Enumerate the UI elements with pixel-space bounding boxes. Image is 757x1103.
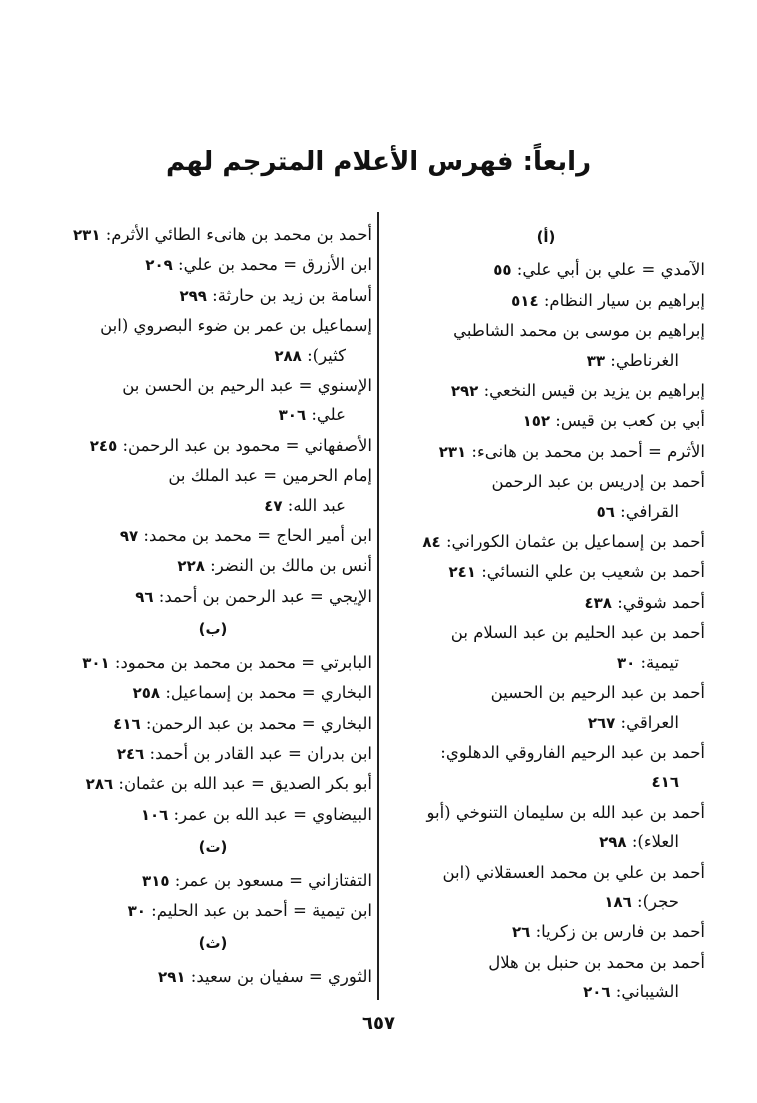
entry-page-number: ٣٠٦: [278, 406, 307, 425]
entry-page-number: ٩٦: [135, 587, 154, 606]
entry-name: إمام الحرمين = عبد الملك بن: [168, 466, 372, 486]
index-entry: [54, 648, 372, 678]
entry-name: ابن الأزرق = محمد بن علي:: [172, 255, 372, 275]
entry-name: أنس بن مالك بن النضر:: [204, 556, 372, 576]
entry-page-number: ٢٩٢: [450, 382, 479, 401]
index-entry: [387, 255, 705, 285]
entry-page-number: ٤١٦: [113, 714, 141, 733]
entry-page-number: ٣٠١: [82, 653, 110, 672]
index-entry: [387, 557, 705, 587]
index-entry: [387, 346, 705, 376]
entry-page-number: ٤٧: [264, 496, 283, 515]
entry-name: الغرناطي:: [605, 350, 679, 370]
index-entry: [387, 948, 705, 977]
entry-page-number: ٢٩١: [158, 967, 186, 986]
entry-page-number: ٢٦٧: [587, 713, 616, 732]
entry-name: الأصفهاني = محمود بن عبد الرحمن:: [117, 435, 372, 455]
index-entry: [387, 497, 705, 527]
entry-name: أحمد بن محمد بن حنبل بن هلال: [488, 952, 705, 972]
entry-page-number: ٢٨٨: [274, 346, 302, 365]
entry-name: القرافي:: [614, 501, 679, 521]
index-entry: [54, 250, 372, 280]
index-entry: [387, 738, 705, 767]
index-entry: [54, 769, 372, 799]
entry-name: أبي بن كعب بن قيس:: [550, 411, 705, 431]
entry-page-number: ٢٤٦: [116, 744, 145, 763]
index-entry: [387, 316, 705, 345]
entry-name: أحمد بن فارس بن زكريا:: [530, 922, 705, 942]
index-entry: [387, 977, 705, 1007]
entry-page-number: ٥٦: [596, 502, 615, 521]
index-entry: [54, 896, 372, 926]
entry-name: الثوري = سفيان بن سعيد:: [185, 966, 372, 986]
entry-page-number: ٣٠: [127, 901, 146, 920]
entry-name: الإسنوي = عبد الرحيم بن الحسن بن: [122, 376, 372, 396]
entry-page-number: ٥١٤: [511, 291, 539, 310]
index-entry: [387, 527, 705, 557]
index-column-left: [54, 220, 372, 992]
entry-page-number: ٢٣١: [73, 226, 101, 244]
letter-header: (أ): [536, 228, 556, 246]
index-entry: [54, 866, 372, 896]
index-entry: [387, 858, 705, 887]
index-entry: [54, 491, 372, 521]
entry-page-number: ٤٣٨: [584, 593, 612, 612]
entry-name: إبراهيم بن سيار النظام:: [538, 290, 705, 310]
index-entry: [54, 400, 372, 430]
entry-name: البيضاوي = عبد الله بن عمر:: [168, 804, 372, 824]
index-entry: [54, 220, 372, 250]
entry-name: حجر):: [631, 891, 679, 911]
entry-name: العراقي:: [615, 712, 679, 732]
entry-page-number: ٩٧: [119, 527, 139, 546]
entry-name: العلاء):: [626, 832, 679, 852]
entry-page-number: ٢٠٦: [583, 983, 611, 1002]
index-entry: [387, 827, 705, 857]
index-entry: [387, 286, 705, 316]
index-entry: [54, 800, 372, 830]
entry-name: أحمد بن عبد الرحيم الفاروقي الدهلوي:: [440, 742, 705, 762]
index-entry: [387, 917, 705, 947]
entry-name: الآمدي = علي بن أبي علي:: [511, 260, 705, 280]
entry-page-number: ٢٢٨: [177, 557, 205, 576]
entry-name: أبو بكر الصديق = عبد الله بن عثمان:: [113, 774, 372, 794]
index-entry: [54, 709, 372, 739]
entry-page-number: ٢٥٨: [132, 684, 161, 703]
entry-name: البخاري = محمد بن إسماعيل:: [160, 683, 372, 703]
entry-name: أحمد شوقي:: [611, 592, 705, 612]
entry-name: أحمد بن شعيب بن علي النسائي:: [475, 562, 705, 582]
index-entry: [387, 376, 705, 406]
entry-page-number: ٢٤٥: [89, 436, 118, 455]
entry-name: أحمد بن عبد الحليم بن عبد السلام بن: [450, 623, 705, 643]
entry-page-number: ٣٠: [616, 653, 636, 672]
entry-name: الإيجي = عبد الرحمن بن أحمد:: [153, 586, 372, 606]
entry-page-number: ٣١٥: [142, 871, 170, 890]
index-entry: [387, 887, 705, 917]
entry-name: تيمية:: [635, 652, 679, 672]
entry-page-number: ٢٩٨: [599, 833, 627, 852]
entry-name: البخاري = محمد بن عبد الرحمن:: [140, 713, 372, 733]
entry-name: ابن أمير الحاج = محمد بن محمد:: [138, 526, 372, 546]
index-entry: [387, 648, 705, 678]
index-entry: [54, 962, 372, 992]
index-entry: [54, 281, 372, 311]
index-column-right: [387, 220, 705, 1008]
entry-page-number: ١٥٢: [522, 412, 551, 431]
entry-page-number: ٢٨٦: [85, 775, 114, 794]
entry-name: الشيباني:: [610, 982, 679, 1002]
entry-page-number: ٨٤: [422, 533, 441, 552]
index-entry: [54, 551, 372, 581]
index-entry: [54, 431, 372, 461]
entry-page-number: ٢٣١: [438, 442, 467, 461]
index-entry: [54, 461, 372, 490]
entry-name: أسامة بن زيد بن حارثة:: [206, 285, 372, 305]
index-entry: [54, 521, 372, 551]
entry-name: ابن بدران = عبد القادر بن أحمد:: [144, 743, 372, 763]
index-entry: [54, 341, 372, 371]
entry-name: عبد الله:: [282, 495, 346, 515]
entry-name: البابرتي = محمد بن محمد بن محمود:: [109, 652, 372, 672]
index-entry: [54, 371, 372, 400]
index-entry: [387, 708, 705, 738]
entry-page-number: ١٠٦: [140, 805, 169, 824]
page-title: رابعاً: فهرس الأعلام المترجم لهم: [165, 147, 592, 177]
entry-name: إبراهيم بن موسى بن محمد الشاطبي: [453, 321, 705, 341]
entry-page-number: ٥٥: [493, 261, 512, 280]
letter-header: (ث): [198, 934, 228, 953]
index-entry: [387, 798, 705, 827]
entry-name: أحمد بن عبد الله بن سليمان التنوخي (أبو: [426, 802, 705, 822]
letter-header: (ت): [198, 838, 228, 857]
index-entry: [387, 406, 705, 436]
index-entry: [387, 767, 705, 797]
entry-page-number: ٢٤١: [448, 563, 476, 582]
entry-name: إبراهيم بن يزيد بن قيس النخعي:: [478, 381, 705, 401]
entry-name: ابن تيمية = أحمد بن عبد الحليم:: [145, 900, 372, 920]
index-entry: [387, 618, 705, 647]
letter-header: (ب): [198, 620, 228, 639]
entry-page-number: ٢٠٩: [145, 256, 173, 275]
index-entry: [387, 437, 705, 467]
index-entry: [54, 739, 372, 769]
index-entry: [387, 678, 705, 707]
entry-page-number: ٤١٦: [651, 773, 679, 792]
entry-page-number: ٢٦: [512, 923, 531, 942]
entry-name: الأثرم = أحمد بن محمد بن هانىء:: [466, 441, 705, 461]
entry-name: أحمد بن محمد بن هانىء الطائي الأثرم:: [100, 225, 372, 244]
index-entry: [387, 467, 705, 496]
entry-name: إسماعيل بن عمر بن ضوء البصروي (ابن: [100, 316, 372, 336]
entry-name: أحمد بن إسماعيل بن عثمان الكوراني:: [440, 532, 705, 552]
entry-name: أحمد بن عبد الرحيم بن الحسين: [490, 683, 705, 703]
index-entry: [387, 588, 705, 618]
page-number: ٦٥٧: [362, 1013, 395, 1034]
entry-page-number: ٣٣: [586, 351, 606, 370]
entry-name: التفتازاني = مسعود بن عمر:: [169, 870, 372, 890]
index-entry: [54, 311, 372, 340]
entry-name: أحمد بن علي بن محمد العسقلاني (ابن: [442, 862, 705, 882]
entry-page-number: ٢٩٩: [179, 286, 207, 305]
index-entry: [54, 582, 372, 612]
index-entry: [54, 678, 372, 708]
entry-name: علي:: [306, 405, 346, 425]
column-divider: [377, 212, 379, 1000]
entry-name: كثير):: [301, 345, 346, 365]
entry-page-number: ١٨٦: [604, 892, 632, 911]
entry-name: أحمد بن إدريس بن عبد الرحمن: [491, 472, 705, 492]
